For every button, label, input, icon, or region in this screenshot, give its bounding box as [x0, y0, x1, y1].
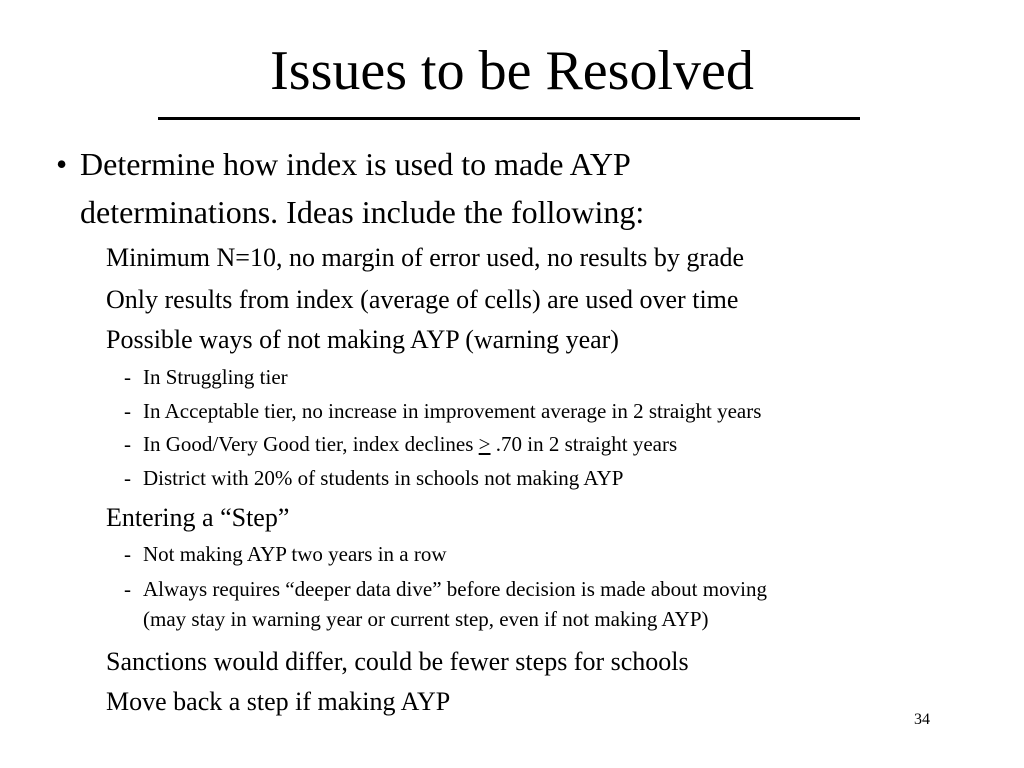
warning-item-district-text: District with 20% of students in schools not making AYP: [143, 466, 624, 490]
title-underline: [158, 117, 860, 120]
step-item-always-text: [143, 574, 767, 634]
sub-item-entering-step: Entering a “Step”: [106, 503, 290, 532]
sub-item-only-results: Only results from index (average of cells) are used over time: [106, 285, 739, 314]
warning-item-struggling-text: In Struggling tier: [143, 365, 288, 389]
dash-marker: -: [124, 466, 131, 490]
main-bullet-line-1: Determine how index is used to made AYP: [80, 146, 631, 182]
dash-marker: -: [124, 577, 131, 601]
dash-marker: -: [124, 432, 131, 456]
dash-marker: -: [124, 399, 131, 423]
main-bullet-line-2: determinations. Ideas include the following:: [80, 194, 645, 230]
dash-marker: -: [124, 365, 131, 389]
sub-item-move-back: Move back a step if making AYP: [106, 687, 451, 716]
dash-marker: -: [124, 542, 131, 566]
warning-item-acceptable-text: In Acceptable tier, no increase in improvement average in 2 straight years: [143, 399, 762, 423]
step-item-always-line-2: (may stay in warning year or current step, even if not making AYP): [143, 607, 709, 631]
main-bullet-text: [80, 140, 940, 236]
step-item-not-making-text: Not making AYP two years in a row: [143, 542, 447, 566]
page-number: 34: [914, 711, 930, 728]
step-item-always-line-1: Always requires “deeper data dive” before decision is made about moving: [143, 577, 767, 601]
sub-item-possible-ways: Possible ways of not making AYP (warning year): [106, 325, 619, 354]
slide-title: Issues to be Resolved: [270, 40, 754, 102]
good-suffix: .70 in 2 straight years: [490, 432, 678, 456]
sub-item-sanctions: Sanctions would differ, could be fewer steps for schools: [106, 647, 689, 676]
good-prefix: In Good/Very Good tier, index declines: [143, 432, 479, 456]
bullet-icon: •: [56, 146, 68, 182]
sub-item-minimum-n: Minimum N=10, no margin of error used, no results by grade: [106, 243, 745, 272]
greater-equal-symbol: >: [478, 432, 491, 456]
warning-item-good-text: [143, 429, 677, 459]
